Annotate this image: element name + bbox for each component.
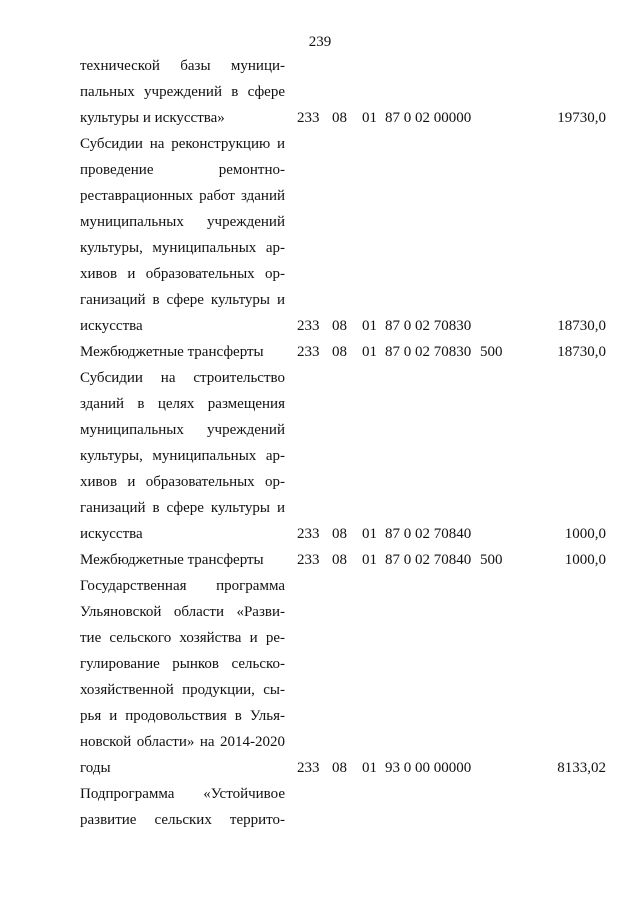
section-code: 08 — [332, 110, 347, 126]
text-line: Субсидии на строительство — [80, 370, 285, 386]
text-line: ганизаций в сфере культуры и — [80, 500, 285, 516]
target-article-code: 93 0 00 00000 — [385, 760, 472, 776]
section-code: 08 — [332, 526, 347, 542]
text-line: хивов и образовательных ор- — [80, 474, 285, 490]
target-article-code: 87 0 02 70830 — [385, 344, 472, 360]
text-line: тие сельского хозяйства и ре- — [80, 630, 285, 646]
subsection-code: 01 — [362, 318, 377, 334]
text-line: искусства — [80, 318, 143, 334]
text-line: зданий в целях размещения — [80, 396, 285, 412]
text-line: пальных учреждений в сфере — [80, 84, 285, 100]
ved-code: 233 — [297, 318, 320, 334]
target-article-code: 87 0 02 70840 — [385, 552, 472, 568]
text-line: Межбюджетные трансферты — [80, 552, 264, 568]
expense-type-code: 500 — [480, 344, 503, 360]
section-code: 08 — [332, 318, 347, 334]
text-line: культуры, муниципальных ар- — [80, 240, 285, 256]
ved-code: 233 — [297, 760, 320, 776]
ved-code: 233 — [297, 552, 320, 568]
section-code: 08 — [332, 552, 347, 568]
amount: 19730,0 — [557, 110, 606, 126]
text-line: Субсидии на реконструкцию и — [80, 136, 285, 152]
target-article-code: 87 0 02 00000 — [385, 110, 472, 126]
text-line: гулирование рынков сельско- — [80, 656, 285, 672]
amount: 1000,0 — [564, 552, 606, 568]
subsection-code: 01 — [362, 344, 377, 360]
subsection-code: 01 — [362, 552, 377, 568]
subsection-code: 01 — [362, 110, 377, 126]
text-line: проведение ремонтно- — [80, 162, 285, 178]
text-line: культуры и искусства» — [80, 110, 225, 126]
text-line: искусства — [80, 526, 143, 542]
page-number: 239 — [308, 34, 332, 50]
subsection-code: 01 — [362, 760, 377, 776]
text-line: хозяйственной продукции, сы- — [80, 682, 285, 698]
text-line: Государственная программа — [80, 578, 285, 594]
expense-type-code: 500 — [480, 552, 503, 568]
text-line: ганизаций в сфере культуры и — [80, 292, 285, 308]
text-line: технической базы муници- — [80, 58, 285, 74]
target-article-code: 87 0 02 70840 — [385, 526, 472, 542]
text-line: рья и продовольствия в Улья- — [80, 708, 285, 724]
text-line: Ульяновской области «Разви- — [80, 604, 285, 620]
target-article-code: 87 0 02 70830 — [385, 318, 472, 334]
text-line: культуры, муниципальных ар- — [80, 448, 285, 464]
section-code: 08 — [332, 344, 347, 360]
text-line: реставрационных работ зданий — [80, 188, 285, 204]
subsection-code: 01 — [362, 526, 377, 542]
amount: 8133,02 — [557, 760, 606, 776]
ved-code: 233 — [297, 526, 320, 542]
text-line: Подпрограмма «Устойчивое — [80, 786, 285, 802]
section-code: 08 — [332, 760, 347, 776]
ved-code: 233 — [297, 344, 320, 360]
ved-code: 233 — [297, 110, 320, 126]
text-line: годы — [80, 760, 111, 776]
text-line: хивов и образовательных ор- — [80, 266, 285, 282]
amount: 18730,0 — [557, 344, 606, 360]
text-line: муниципальных учреждений — [80, 422, 285, 438]
text-line: муниципальных учреждений — [80, 214, 285, 230]
text-line: Межбюджетные трансферты — [80, 344, 264, 360]
amount: 1000,0 — [564, 526, 606, 542]
text-line: новской области» на 2014-2020 — [80, 734, 285, 750]
amount: 18730,0 — [557, 318, 606, 334]
text-line: развитие сельских террито- — [80, 812, 285, 828]
